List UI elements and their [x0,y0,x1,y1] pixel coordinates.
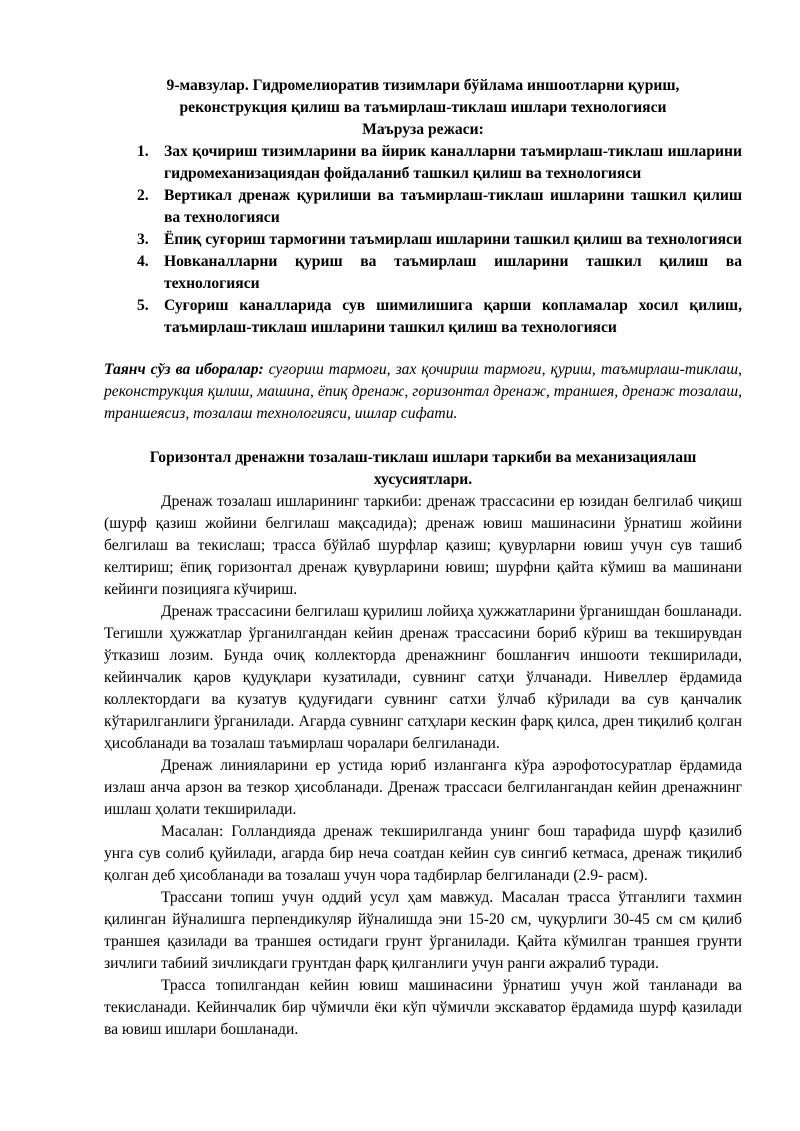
lecture-plan-heading: Маъруза режаси: [362,121,484,138]
keywords-text: суғориш тармоғи, зах қочириш тармоғи, қуриш, таъмирлаш-тиклаш, реконструкция қилиш, машина, ёпиқ дренаж, горизонтал дренаж, траншея, дренаж тозалаш, траншеясиз, тозалаш технологияси, ишлар сифати. [104,361,742,422]
plan-item-number: 2. [137,187,149,204]
plan-item-text: Вертикал дренаж қурилиши ва таъмирлаш-тиклаш ишларини ташкил қилиш ва технологияси [164,187,742,226]
plan-item-number: 4. [137,253,149,270]
body-paragraph: Трасса топилгандан кейин ювиш машинасини ўрнатиш учун жой танланади ва текисланади. Кейинчалик бир чўмичли ёки кўп чўмичли экскаватор ёрдамида шурф қазилади ва ювиш ишлари бошланади. [104,977,742,1038]
topic-title-line-2: реконструкция қилиш ва таъмирлаш-тиклаш ишлари технологияси [179,99,667,116]
plan-item [104,295,742,339]
plan-item-text: Суғориш каналларида сув шимилишига қарши копламалар хосил қилиш, таъмирлаш-тиклаш ишларини ташкил қилиш ва технологияси [164,297,742,336]
keywords-paragraph [104,359,742,425]
plan-item-text: Зах қочириш тизимларини ва йирик каналларни таъмирлаш-тиклаш ишларини гидромеханизациядан фойдаланиб ташкил қилиш ва технологияси [164,143,742,182]
document-body [104,75,742,1041]
plan-item [104,229,742,251]
plan-item-text: Ёпиқ суғориш тармоғини таъмирлаш ишларини ташкил қилиш ва технологияси [164,231,742,248]
body-paragraph: Дренаж тозалаш ишларининг таркиби: дренаж трассасини ер юзидан белгилаб чиқиш (шурф қазиш жойини белгилаш мақсадида); дренаж ювиш машинасини ўрнатиш жойини белгилаш ва текислаш; трасса бўйлаб шурфлар қазиш; қувурларни ювиш учун сув ташиб келтириш; ёпиқ горизонтал дренаж қувурларини ювиш; шурфни қайта кўмиш ва машинани кейинги позицияга кўчириш. [104,493,742,598]
plan-item [104,141,742,185]
plan-item-number: 5. [137,297,149,314]
section-title: Горизонтал дренажни тозалаш-тиклаш ишлари таркиби ва механизациялаш хусусиятлари. [149,449,697,488]
body-paragraph: Масалан: Голландияда дренаж текширилганда унинг бош тарафида шурф қазилиб унга сув солиб қуйилади, агарда бир неча соатдан кейин сув сингиб кетмаса, дренаж тиқилиб қолган деб ҳисобланади ва тозалаш учун чора тадбирлар белгиланади (2.9- расм). [104,823,742,884]
plan-item-number: 3. [137,231,149,248]
plan-item-text: Новканалларни қуриш ва таъмирлаш ишларини ташкил қилиш ва технологияси [164,253,742,292]
body-paragraph: Дренаж трассасини белгилаш қурилиш лойиҳа ҳужжатларини ўрганишдан бошланади. Тегишли ҳужжатлар ўрганилгандан кейин дренаж трассасини бориб кўриш ва текширувдан ўтказиш лозим. Бунда очиқ коллекторда дренажнинг бошланғич иншооти текширилади, кейинчалик қаров қудуқлари кузатилади, сувнинг сатҳи ўлчанади. Нивеллер ёрдамида коллектордаги ва кузатув қудуғидаги сувнинг сатхи ўлчаб кўрилади ва сув қанчалик кўтарилганлиги ўрганилади. Агарда сувнинг сатҳлари кескин фарқ қилса, дрен тиқилиб қолган ҳисобланади ва тозалаш таъмирлаш чоралари белгиланади. [104,603,742,752]
topic-title-line-1: 9-мавзулар. Гидромелиоратив тизимлари бўйлама иншоотларни қуриш, [166,77,680,94]
body-paragraph: Дренаж линияларини ер устида юриб изланганга кўра аэрофотосуратлар ёрдамида излаш анча арзон ва тезкор ҳисобланади. Дренаж трассаси белгилангандан кейин дренажнинг ишлаш ҳолати текширилади. [104,757,742,818]
plan-item [104,185,742,229]
plan-item [104,251,742,295]
lecture-plan-list [104,141,742,339]
plan-item-number: 1. [137,143,149,160]
body-paragraph: Трассани топиш учун оддий усул ҳам мавжуд. Масалан трасса ўтганлиги тахмин қилинган йўналишга перпендикуляр йўналишда эни 15-20 см, чуқурлиги 30-45 см см қилиб траншея қазилади ва траншея остидаги грунт ўрганилади. Қайта кўмилган траншея грунти зичлиги табиий зичликдаги грунтдан фарқ қилганлиги учун ранги ажралиб туради. [104,889,742,972]
keywords-label: Таянч сўз ва иборалар: [104,361,264,378]
